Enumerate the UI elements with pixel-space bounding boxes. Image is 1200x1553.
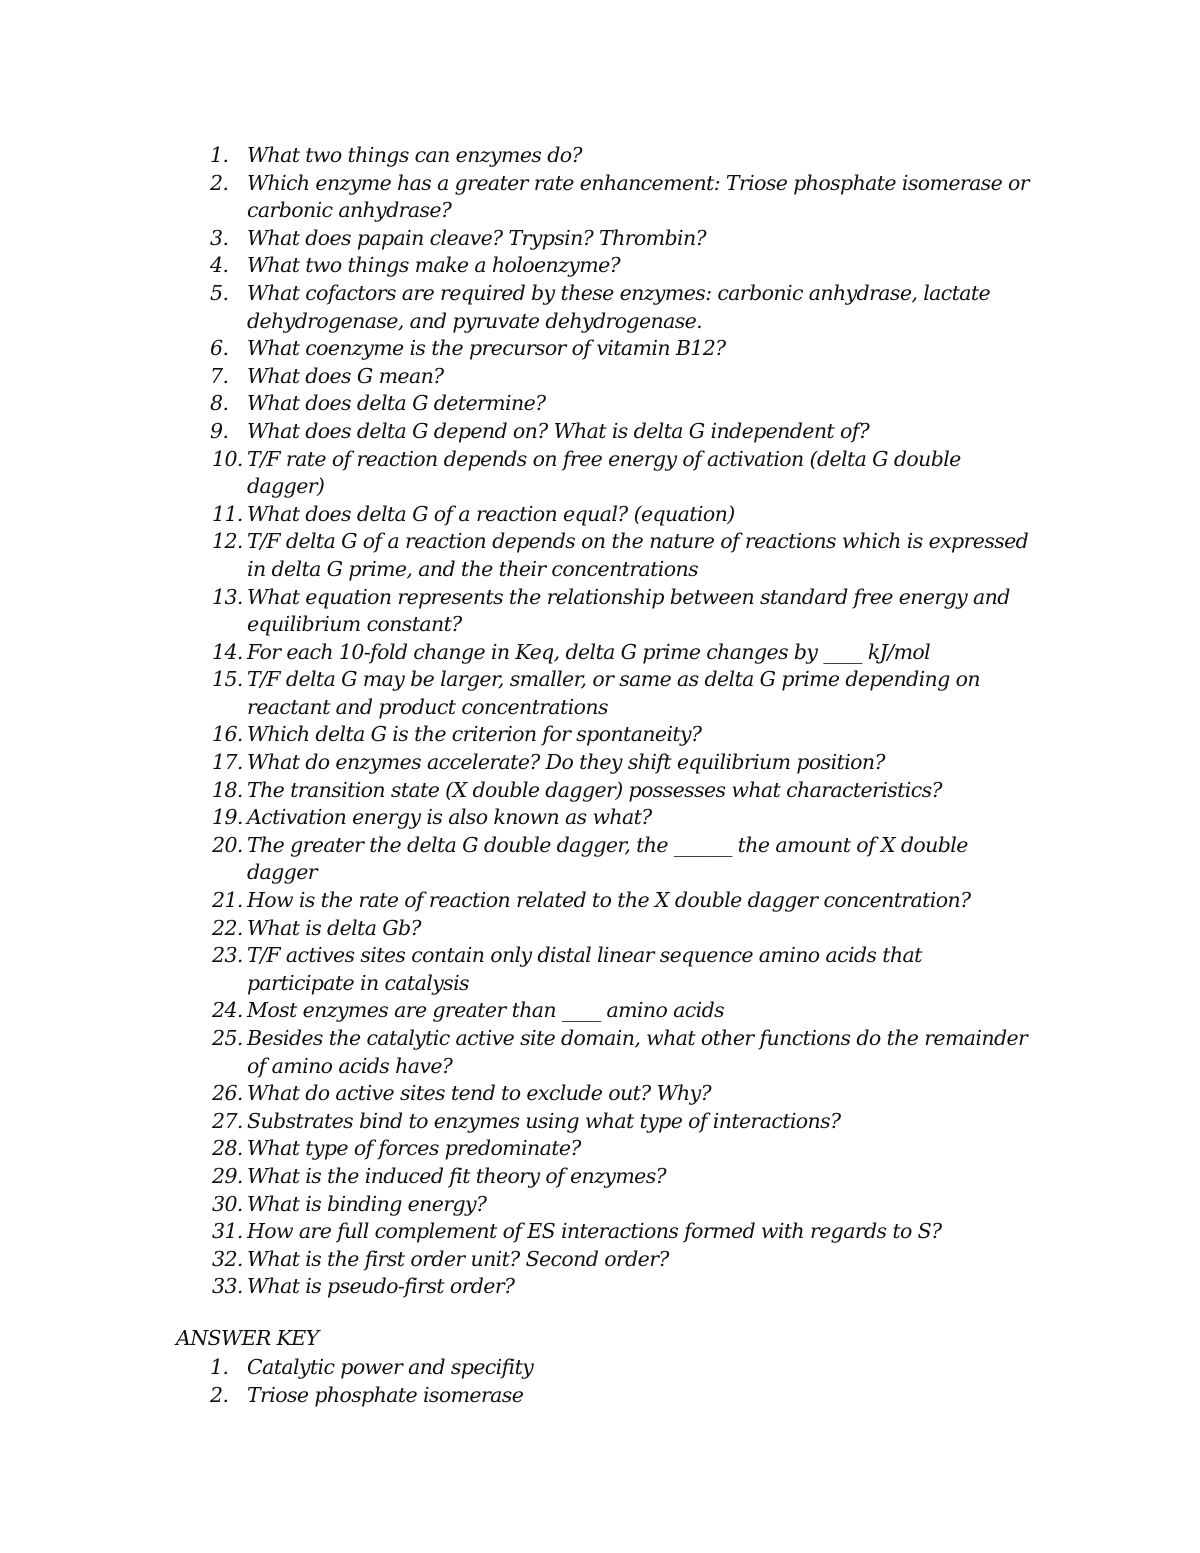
item-number: 33. <box>212 1274 243 1299</box>
list-item <box>0 1246 1200 1274</box>
list-item <box>0 887 1200 915</box>
list-item <box>0 446 1200 501</box>
item-text: What do enzymes accelerate? Do they shift equilibrium position? <box>247 750 885 775</box>
item-text: T/F delta G may be larger, smaller, or same as delta G prime depending on reactant and product concentrations <box>247 667 980 719</box>
item-text: What type of forces predominate? <box>247 1136 581 1161</box>
item-text: Activation energy is also known as what? <box>247 805 652 830</box>
item-text: T/F delta G of a reaction depends on the nature of reactions which is expressed in delta G prime, and the their concentrations <box>247 529 1029 581</box>
list-item <box>0 528 1200 583</box>
item-number: 31. <box>212 1219 243 1244</box>
item-text: Triose phosphate isomerase <box>247 1382 524 1407</box>
item-text: What equation represents the relationship between standard free energy and equilibrium constant? <box>247 584 1010 637</box>
item-number: 20. <box>212 832 243 857</box>
list-item <box>0 584 1200 639</box>
answer-key-heading: ANSWER KEY <box>176 1326 319 1350</box>
list-item <box>0 170 1200 225</box>
item-number: 12. <box>212 529 243 554</box>
item-number: 1. <box>210 143 229 167</box>
list-item <box>0 142 1200 170</box>
item-text: What is the induced fit theory of enzymes? <box>247 1163 667 1188</box>
item-number: 17. <box>212 750 243 775</box>
list-item <box>0 666 1200 721</box>
list-item <box>0 390 1200 418</box>
item-text: What do active sites tend to exclude out? Why? <box>247 1081 711 1106</box>
list-item <box>0 1191 1200 1219</box>
list-item <box>0 363 1200 391</box>
list-item <box>0 1163 1200 1191</box>
item-number: 2. <box>210 170 229 195</box>
list-item <box>0 335 1200 363</box>
item-text: What two things make a holoenzyme? <box>247 253 621 278</box>
item-text: For each 10-fold change in Keq, delta G prime changes by ____ kJ/mol <box>247 639 931 664</box>
item-number: 19. <box>212 805 243 830</box>
list-item <box>0 252 1200 280</box>
list-item <box>0 997 1200 1025</box>
question-list <box>0 142 1200 1301</box>
list-item <box>0 832 1200 887</box>
list-item <box>0 1025 1200 1080</box>
list-item <box>0 1135 1200 1163</box>
item-number: 2. <box>210 1382 229 1407</box>
list-item <box>0 418 1200 446</box>
item-text: What does delta G of a reaction equal? (equation) <box>247 501 735 526</box>
item-number: 22. <box>212 915 243 940</box>
item-number: 30. <box>212 1191 243 1216</box>
item-text: What is delta Gb? <box>247 915 421 940</box>
item-number: 14. <box>212 639 243 664</box>
item-text: How is the rate of reaction related to the X double dagger concentration? <box>247 888 971 913</box>
item-text: The greater the delta G double dagger, the ______ the amount of X double dagger <box>247 832 968 885</box>
item-text: What is the first order unit? Second order? <box>247 1246 669 1271</box>
item-text: Catalytic power and specifity <box>247 1355 534 1379</box>
item-number: 4. <box>210 253 229 278</box>
item-text: What does G mean? <box>247 363 444 388</box>
item-text: T/F actives sites contain only distal linear sequence amino acids that participate in catalysis <box>247 943 922 995</box>
item-text: Substrates bind to enzymes using what type of interactions? <box>247 1108 841 1133</box>
item-text: What does delta G depend on? What is delta G independent of? <box>247 418 870 443</box>
item-number: 21. <box>212 888 243 913</box>
list-item <box>0 942 1200 997</box>
answer-list <box>0 1354 1200 1409</box>
item-text: What two things can enzymes do? <box>247 143 582 167</box>
item-number: 29. <box>212 1163 243 1188</box>
item-number: 10. <box>212 446 243 471</box>
item-number: 6. <box>210 336 229 361</box>
item-text: What is binding energy? <box>247 1191 487 1216</box>
item-number: 27. <box>212 1108 243 1133</box>
list-item <box>0 1273 1200 1301</box>
list-item <box>0 915 1200 943</box>
item-text: Besides the catalytic active site domain, what other functions do the remainder of amino acids have? <box>247 1026 1028 1078</box>
item-text: What coenzyme is the precursor of vitamin B12? <box>247 336 726 361</box>
item-text: Which delta G is the criterion for spontaneity? <box>247 722 702 747</box>
item-number: 28. <box>212 1136 243 1161</box>
item-number: 13. <box>212 584 243 609</box>
list-item <box>0 721 1200 749</box>
item-text: Which enzyme has a greater rate enhancement: Triose phosphate isomerase or carbonic anhydrase? <box>247 170 1029 223</box>
list-item <box>0 1218 1200 1246</box>
item-number: 23. <box>212 943 243 968</box>
list-item <box>0 1108 1200 1136</box>
item-number: 8. <box>210 391 229 416</box>
item-text: What cofactors are required by these enzymes: carbonic anhydrase, lactate dehydrogenase, and pyruvate dehydrogenase. <box>247 280 991 333</box>
item-number: 24. <box>212 998 243 1023</box>
list-item <box>0 1382 1200 1410</box>
list-item <box>0 804 1200 832</box>
item-number: 3. <box>210 225 229 250</box>
list-item <box>0 280 1200 335</box>
list-item <box>0 1080 1200 1108</box>
item-number: 18. <box>212 777 243 802</box>
item-text: How are full complement of ES interactions formed with regards to S? <box>247 1219 942 1244</box>
list-item <box>0 1354 1200 1382</box>
item-text: What is pseudo-first order? <box>247 1274 515 1299</box>
item-text: Most enzymes are greater than ____ amino acids <box>247 998 725 1023</box>
item-number: 15. <box>212 667 243 692</box>
item-text: What does delta G determine? <box>247 391 546 416</box>
list-item <box>0 639 1200 667</box>
item-number: 7. <box>210 363 229 388</box>
item-number: 5. <box>210 280 229 305</box>
list-item <box>0 501 1200 529</box>
item-number: 1. <box>210 1355 229 1379</box>
item-text: The transition state (X double dagger) possesses what characteristics? <box>247 777 942 802</box>
list-item <box>0 749 1200 777</box>
item-text: What does papain cleave? Trypsin? Thrombin? <box>247 225 706 250</box>
item-number: 32. <box>212 1246 243 1271</box>
item-number: 16. <box>212 722 243 747</box>
item-text: T/F rate of reaction depends on free energy of activation (delta G double dagger) <box>247 446 961 499</box>
item-number: 11. <box>212 501 243 526</box>
item-number: 26. <box>212 1081 243 1106</box>
item-number: 9. <box>210 418 229 443</box>
item-number: 25. <box>212 1026 243 1050</box>
list-item <box>0 777 1200 805</box>
list-item <box>0 225 1200 253</box>
